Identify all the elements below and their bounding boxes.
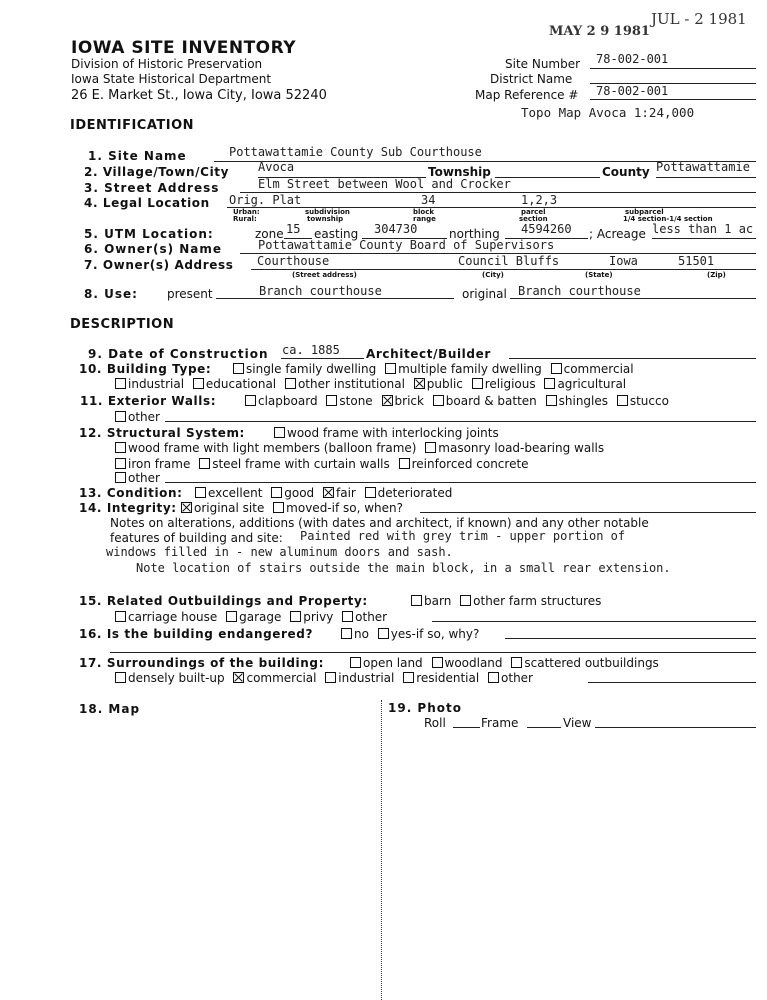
bt-commercial-checkbox[interactable] (551, 363, 562, 374)
ss-row-3: iron frame steel frame with curtain walls reinforced concrete (110, 457, 529, 471)
condition-row: excellent good fair deteriorated (190, 486, 452, 500)
legal-location-label: 4. Legal Location (84, 196, 210, 210)
ss-interlocking-checkbox[interactable] (274, 427, 285, 438)
ew-other-checkbox[interactable] (115, 411, 126, 422)
owner-name-label: 6. Owner(s) Name (84, 242, 223, 256)
building-type-row-1: single family dwelling multiple family dwelling commercial (228, 362, 634, 376)
owner-street-value: Courthouse (257, 254, 330, 268)
ew-brick-checkbox[interactable] (382, 395, 393, 406)
ob-garage-checkbox[interactable] (226, 611, 237, 622)
caption-section: section (519, 215, 548, 223)
caption-range: range (413, 215, 436, 223)
caption-street-address: (Street address) (292, 271, 357, 279)
acreage-value: less than 1 ac (652, 222, 754, 236)
exterior-walls-row: clapboard stone brick board & batten shingles stucco (240, 394, 669, 408)
caption-parcel: parcel (521, 208, 546, 216)
village-label: 2. Village/Town/City (84, 165, 230, 179)
ss-iron-checkbox[interactable] (115, 458, 126, 469)
legal-block-value: 34 (421, 193, 436, 207)
zone-label: zone (255, 227, 284, 241)
caption-city: (City) (482, 271, 504, 279)
utm-label: 5. UTM Location: (84, 227, 214, 241)
bt-public-checkbox[interactable] (414, 378, 425, 389)
ss-other-row: other (110, 471, 160, 485)
end-no-checkbox[interactable] (341, 628, 352, 639)
surroundings-label: 17. Surroundings of the building: (79, 656, 324, 670)
owner-name-value: Pottawattamie County Board of Supervisors (258, 238, 555, 252)
map-reference-value: 78-002-001 (596, 84, 669, 98)
integrity-row: original site moved-if so, when? (176, 501, 403, 515)
ob-privy-checkbox[interactable] (290, 611, 301, 622)
notes-instruction-2: features of building and site: (110, 531, 283, 545)
architect-label: Architect/Builder (366, 347, 491, 361)
legal-parcel-value: 1,2,3 (521, 193, 558, 207)
caption-subdivision: subdivision (305, 208, 350, 216)
ob-carriage-checkbox[interactable] (115, 611, 126, 622)
bt-single-checkbox[interactable] (233, 363, 244, 374)
township-label: Township (428, 165, 491, 179)
street-label: 3. Street Address (84, 181, 220, 195)
caption-urban: Urban: (233, 208, 260, 216)
ss-concrete-checkbox[interactable] (399, 458, 410, 469)
original-label: original (462, 287, 507, 301)
frame-label: Frame (481, 716, 519, 730)
exterior-walls-label: 11. Exterior Walls: (80, 394, 217, 408)
int-original-checkbox[interactable] (181, 502, 192, 513)
ew-shingles-checkbox[interactable] (546, 395, 557, 406)
outbuildings-row-1: barn other farm structures (406, 594, 601, 608)
northing-label: northing (449, 227, 500, 241)
photo-label: 19. Photo (388, 701, 462, 715)
site-number-label: Site Number (505, 57, 581, 71)
bt-agricultural-checkbox[interactable] (544, 378, 555, 389)
cond-deteriorated-checkbox[interactable] (365, 487, 376, 498)
ew-stone-checkbox[interactable] (326, 395, 337, 406)
sur-residential-checkbox[interactable] (403, 672, 414, 683)
owner-state-value: Iowa (609, 254, 638, 268)
ew-clapboard-checkbox[interactable] (245, 395, 256, 406)
original-use-value: Branch courthouse (518, 284, 641, 298)
caption-zip: (Zip) (707, 271, 726, 279)
agency-line-2: Iowa State Historical Department (71, 72, 272, 86)
site-name-value: Pottawattamie County Sub Courthouse (229, 145, 482, 159)
description-heading: DESCRIPTION (70, 317, 175, 332)
ew-other-row: other (110, 410, 160, 424)
ss-masonry-checkbox[interactable] (425, 442, 436, 453)
cond-fair-checkbox[interactable] (323, 487, 334, 498)
sur-scattered-checkbox[interactable] (511, 657, 522, 668)
form-title: IOWA SITE INVENTORY (71, 38, 297, 58)
ss-other-checkbox[interactable] (115, 472, 126, 483)
bt-multiple-checkbox[interactable] (385, 363, 396, 374)
district-name-label: District Name (490, 72, 573, 86)
sur-other-checkbox[interactable] (488, 672, 499, 683)
agency-address: 26 E. Market St., Iowa City, Iowa 52240 (71, 88, 327, 103)
ss-balloon-checkbox[interactable] (115, 442, 126, 453)
street-value: Elm Street between Wool and Crocker (258, 177, 511, 191)
ob-farm-checkbox[interactable] (460, 595, 471, 606)
ob-other-checkbox[interactable] (342, 611, 353, 622)
bt-industrial-checkbox[interactable] (115, 378, 126, 389)
use-label: 8. Use: (84, 287, 138, 301)
zone-value: 15 (286, 222, 301, 236)
county-value: Pottawattamie (656, 160, 750, 174)
ss-row-2: wood frame with light members (balloon frame) masonry load-bearing walls (110, 441, 604, 455)
surroundings-row-2: densely built-up commercial industrial residential other (110, 671, 533, 685)
sur-commercial-checkbox[interactable] (233, 672, 244, 683)
processed-date-stamp: JUL - 2 1981 (651, 10, 747, 28)
date-construction-value: ca. 1885 (282, 343, 340, 357)
int-moved-checkbox[interactable] (273, 502, 284, 513)
notes-instruction-1: Notes on alterations, additions (with dates and architect, if known) and any other notable (110, 516, 649, 530)
village-value: Avoca (258, 160, 295, 174)
site-name-label: 1. Site Name (88, 149, 187, 163)
easting-label: easting (314, 227, 359, 241)
roll-label: Roll (424, 716, 446, 730)
easting-value: 304730 (374, 222, 418, 236)
cond-good-checkbox[interactable] (271, 487, 282, 498)
identification-heading: IDENTIFICATION (70, 118, 195, 133)
outbuildings-label: 15. Related Outbuildings and Property: (79, 594, 368, 608)
present-label: present (167, 287, 213, 301)
endangered-row: no yes-if so, why? (336, 627, 479, 641)
sur-open-checkbox[interactable] (350, 657, 361, 668)
integrity-label: 14. Integrity: (79, 501, 177, 515)
date-construction-label: 9. Date of Construction (88, 347, 269, 361)
acreage-label: ; Acreage (589, 227, 646, 241)
received-date-stamp: MAY 2 9 1981 (549, 24, 650, 39)
ew-stucco-checkbox[interactable] (617, 395, 628, 406)
notes-typed-2: windows filled in - new aluminum doors and sash. (106, 545, 453, 559)
owner-city-value: Council Bluffs (458, 254, 560, 268)
ss-row-1: wood frame with interlocking joints (269, 426, 499, 440)
caption-block: block (413, 208, 435, 216)
sur-densely-checkbox[interactable] (115, 672, 126, 683)
building-type-row-2: industrial educational other institutional public religious agricultural (110, 377, 626, 391)
map-reference-label: Map Reference # (475, 88, 579, 102)
caption-subparcel: subparcel (625, 208, 664, 216)
ob-barn-checkbox[interactable] (411, 595, 422, 606)
endangered-label: 16. Is the building endangered? (79, 627, 314, 641)
site-number-value: 78-002-001 (596, 52, 669, 66)
condition-label: 13. Condition: (79, 486, 183, 500)
ss-steel-checkbox[interactable] (199, 458, 210, 469)
present-use-value: Branch courthouse (259, 284, 382, 298)
notes-typed-1: Painted red with grey trim - upper portion of (300, 529, 626, 543)
structural-system-label: 12. Structural System: (79, 426, 245, 440)
notes-typed-3: Note location of stairs outside the main block, in a small rear extension. (136, 561, 671, 575)
northing-value: 4594260 (521, 222, 572, 236)
sur-industrial-checkbox[interactable] (325, 672, 336, 683)
view-label: View (563, 716, 592, 730)
building-type-label: 10. Building Type: (79, 362, 212, 376)
caption-township: township (307, 215, 344, 223)
county-label: County (602, 165, 650, 179)
map-photo-divider (381, 700, 382, 1000)
caption-rural: Rural: (233, 215, 257, 223)
surroundings-row-1: open land woodland scattered outbuildings (345, 656, 659, 670)
owner-address-label: 7. Owner(s) Address (84, 258, 234, 272)
end-yes-checkbox[interactable] (378, 628, 389, 639)
agency-line-1: Division of Historic Preservation (71, 57, 263, 71)
bt-institutional-checkbox[interactable] (285, 378, 296, 389)
owner-zip-value: 51501 (678, 254, 715, 268)
outbuildings-row-2: carriage house garage privy other (110, 610, 387, 624)
bt-educational-checkbox[interactable] (193, 378, 204, 389)
caption-quarter-section: 1/4 section-1/4 section (623, 215, 713, 223)
sur-woodland-checkbox[interactable] (432, 657, 443, 668)
caption-state: (State) (585, 271, 613, 279)
cond-excellent-checkbox[interactable] (195, 487, 206, 498)
ew-board-batten-checkbox[interactable] (433, 395, 444, 406)
topo-map: Topo Map Avoca 1:24,000 (521, 105, 695, 120)
map-label: 18. Map (79, 702, 141, 716)
bt-religious-checkbox[interactable] (472, 378, 483, 389)
legal-subdivision-value: Orig. Plat (229, 193, 302, 207)
